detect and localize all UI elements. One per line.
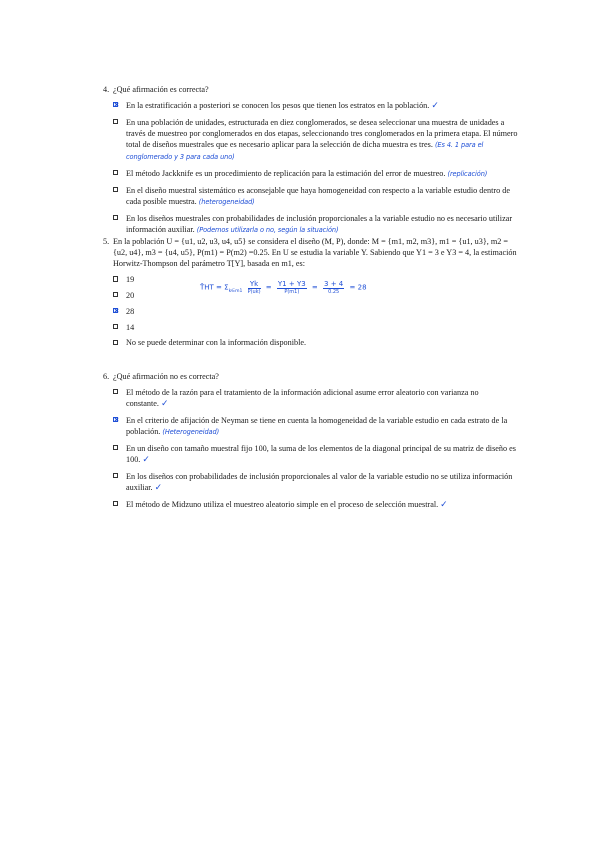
handwritten-note: (heterogeneidad) [198,198,255,206]
option-text: No se puede determinar con la información disponible. [126,338,307,348]
option[interactable] [113,185,523,208]
option[interactable] [113,471,523,494]
checkbox[interactable] [113,170,118,175]
fraction: $\frac{Yk}{P(uk)}$ [247,280,261,295]
checkbox[interactable] [113,473,118,478]
option-text: 20 [126,291,135,300]
fraction: $\frac{Y1 + Y3}{P(m1)}$ [277,280,306,295]
handwritten-formula: T̂HT = $\Sigma_{k\in m1}$ $\frac{Yk}{P(uk)}$ = $\frac{Y1 + Y3}{P(m1)}$ = $\frac{3 + 4}{0.25}$ = 28 [200,280,367,295]
checked-checkbox[interactable] [113,417,118,422]
option-text: En los diseños muestrales con probabilidades de inclusión proporcionales a la variable estudio no es necesario utilizar información auxiliar. [126,213,513,234]
question-number: 6. [103,372,110,381]
option-text: 28 [126,306,135,316]
option-text: En la estratificación a posteriori se conocen los pesos que tienen los estratos en la población. [126,100,430,110]
formula-lhs: T̂HT = Σ [200,283,229,292]
checked-checkbox[interactable] [113,308,118,313]
formula-result: 28 [357,283,367,292]
option-text: El método de Midzuno utiliza el muestreo aleatorio simple en el proceso de selección muestral. [126,499,439,509]
question-number: 4. [103,85,110,94]
checkbox[interactable] [113,445,118,450]
option[interactable] [113,499,523,511]
question-6 [103,371,523,511]
option[interactable] [113,168,523,180]
option[interactable] [113,443,523,466]
checkbox[interactable] [113,215,118,220]
fraction: $\frac{3 + 4}{0.25}$ [324,280,344,295]
option[interactable] [113,415,523,438]
option[interactable] [113,387,523,410]
option[interactable] [113,322,523,333]
checkbox[interactable] [113,292,118,297]
option[interactable] [113,100,523,112]
option[interactable] [113,337,523,348]
handwritten-note: (Podemos utilizarla o no, según la situación) [196,226,339,234]
handwritten-checkmark: ✓ [160,399,169,409]
checkbox[interactable] [113,501,118,506]
formula-subscript: k∈m1 [228,288,243,294]
question-text: ¿Qué afirmación es correcta? [113,85,209,94]
handwritten-note: (replicación) [447,170,488,178]
option-text: En un diseño con tamaño muestral fijo 100, la suma de los elementos de la diagonal principal de su matriz de diseño es 100. [126,443,516,464]
option[interactable] [113,117,523,164]
question-text: ¿Qué afirmación no es correcta? [113,372,219,381]
handwritten-checkmark: ✓ [431,100,439,111]
checkbox[interactable] [113,187,118,192]
question-text: En la población U = {u1, u2, u3, u4, u5} se considera el diseño (M, P), donde: M = {m1, m2, m3}, m1 = {u1, u3}, m2 = {u2, u4}, m3 = {u4, u5}, P(m1) = P(m2) =0.25. En U se estudia la variable Y. Sabiendo que Y1 = 3 e Y3 = 4, la estimación Horwitz-Thompson del parámetro T[Y], basada en m1, es: [113,237,517,269]
option-text: En el criterio de afijación de Neyman se tiene en cuenta la homogeneidad de la variable estudio en cada estrato de la población. [126,415,508,436]
handwritten-note: (Es 4. 1 para el conglomerado y 3 para cada uno) [126,141,484,162]
checkbox[interactable] [113,389,118,394]
checkbox[interactable] [113,340,118,345]
checkbox[interactable] [113,276,118,281]
option-text: En una población de unidades, estructurada en diez conglomerados, se desea seleccionar una muestra de unidades a través de muestreo por conglomerados en dos etapas, seleccionando tres conglomerados en la primera etapa. El número total de diseños muestrales que es necesario aplicar para la selección de dicha muestra es tres. [126,117,518,149]
handwritten-checkmark: ✓ [154,483,163,493]
handwritten-checkmark: ✓ [440,499,448,510]
handwritten-checkmark: ✓ [142,455,150,465]
option-text: 19 [126,275,135,285]
option-text: En el diseño muestral sistemático es aconsejable que haya homogeneidad con respecto a la variable estudio dentro de cada posible muestra. [126,185,510,206]
option-text: En los diseños con probabilidades de inclusión proporcionales al valor de la variable estudio no se utiliza información auxiliar. [126,471,513,492]
option-text: El método Jackknife es un procedimiento de replicación para la estimación del error de muestreo. [126,169,446,178]
question-4 [103,84,523,236]
checked-checkbox[interactable] [113,102,118,107]
option-text: El método de la razón para el tratamiento de la información adicional asume error aleatorio con varianza no constante. [126,387,479,408]
option-text: 14 [126,322,135,332]
option[interactable] [113,213,523,236]
option[interactable] [113,306,523,317]
question-number: 5. [103,237,110,246]
checkbox[interactable] [113,119,118,124]
handwritten-note: (Heterogeneidad) [162,428,220,436]
checkbox[interactable] [113,324,118,329]
